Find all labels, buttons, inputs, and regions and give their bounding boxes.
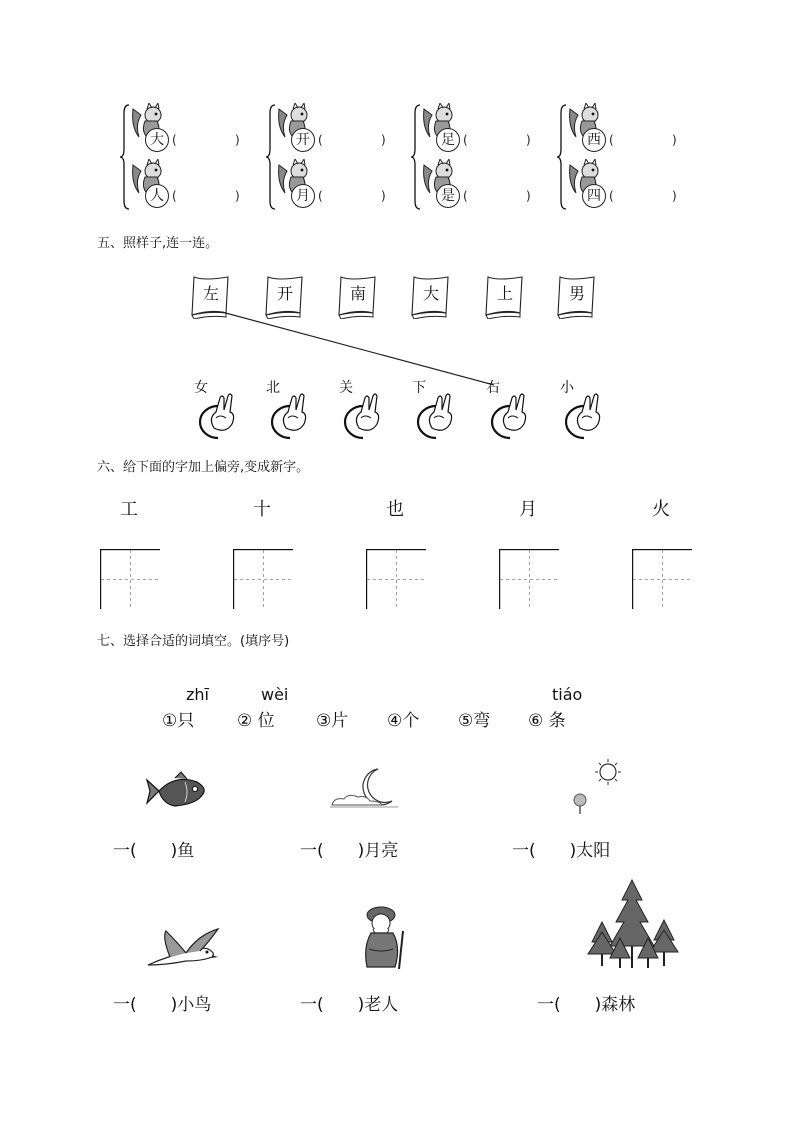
blank-moon[interactable]: 一( )月亮 [300,841,399,861]
blank-bird[interactable]: 一( )小鸟 [113,995,212,1015]
answer-paren-close[interactable]: ) [526,133,531,147]
hand-word[interactable] [194,380,238,440]
circled-character: 月 [291,184,315,208]
pinyin-zhi: zhī [186,685,209,704]
hand-icon [339,388,383,440]
tianzi-writing-box[interactable] [632,549,692,609]
circled-character: 开 [291,128,315,152]
hand-icon [560,388,604,440]
pinyin-tiao: tiáo [552,685,583,704]
hand-character: 关 [339,380,353,396]
answer-paren-close[interactable]: ) [672,189,677,203]
option-6: ⑥ 条 [528,711,566,731]
hand-icon [486,388,530,440]
base-character: 工 [120,499,138,520]
hand-character: 小 [560,380,574,396]
circled-character: 人 [145,184,169,208]
blank-fish[interactable]: 一( )鱼 [113,841,195,861]
answer-paren-close[interactable]: ) [381,133,386,147]
hand-word[interactable] [339,380,383,440]
hand-icon [194,388,238,440]
forest-icon [586,878,680,970]
option-4: ④个 [387,711,420,731]
base-character: 月 [519,499,537,520]
blank-forest[interactable]: 一( )森林 [537,995,636,1015]
hand-icon [266,388,310,440]
hand-word[interactable] [560,380,604,440]
tianzi-writing-box[interactable] [366,549,426,609]
option-2: ② 位 [237,711,275,731]
hand-word[interactable] [412,380,456,440]
answer-paren-close[interactable]: ) [381,189,386,203]
section-5-title: 五、照样子,连一连。 [97,236,219,251]
base-character: 十 [253,499,271,520]
sun-icon [566,758,630,816]
card-character: 上 [496,284,513,303]
option-1: ①只 [162,711,195,731]
card-character: 南 [349,284,366,303]
circled-character: 西 [582,128,606,152]
answer-paren-open[interactable]: ( [609,133,614,147]
answer-paren-open[interactable]: ( [172,189,177,203]
circled-character: 大 [145,128,169,152]
hand-icon [412,388,456,440]
option-5: ⑤弯 [458,711,491,731]
section-7-title: 七、选择合适的词填空。(填序号) [97,634,290,649]
answer-paren-open[interactable]: ( [318,189,323,203]
card-character: 开 [276,284,293,303]
answer-paren-open[interactable]: ( [172,133,177,147]
answer-paren-close[interactable]: ) [235,189,240,203]
option-3: ③片 [316,711,349,731]
hand-word[interactable] [486,380,530,440]
hand-character: 北 [266,380,280,396]
answer-paren-close[interactable]: ) [526,189,531,203]
hand-character: 右 [486,380,500,396]
tianzi-writing-box[interactable] [100,549,160,609]
circled-character: 足 [436,128,460,152]
base-character: 也 [386,499,404,520]
card-character: 大 [422,284,439,303]
hand-word[interactable] [266,380,310,440]
tianzi-writing-box[interactable] [499,549,559,609]
section-6-title: 六、给下面的字加上偏旁,变成新字。 [97,460,310,475]
bird-icon [146,925,222,969]
moon-icon [326,765,402,813]
hand-character: 女 [194,380,208,396]
answer-paren-close[interactable]: ) [235,133,240,147]
pinyin-wei: wèi [261,685,289,704]
circled-character: 是 [436,184,460,208]
base-character: 火 [652,499,670,520]
blank-old-man[interactable]: 一( )老人 [300,995,399,1015]
answer-paren-open[interactable]: ( [318,133,323,147]
blank-sun[interactable]: 一( )太阳 [512,841,611,861]
answer-paren-open[interactable]: ( [609,189,614,203]
card-character: 男 [568,284,585,303]
fish-icon [145,770,209,812]
answer-paren-close[interactable]: ) [672,133,677,147]
tianzi-writing-box[interactable] [233,549,293,609]
hand-character: 下 [412,380,426,396]
old-man-icon [359,903,409,971]
circled-character: 四 [582,184,606,208]
answer-paren-open[interactable]: ( [463,133,468,147]
card-character: 左 [202,284,219,303]
answer-paren-open[interactable]: ( [463,189,468,203]
